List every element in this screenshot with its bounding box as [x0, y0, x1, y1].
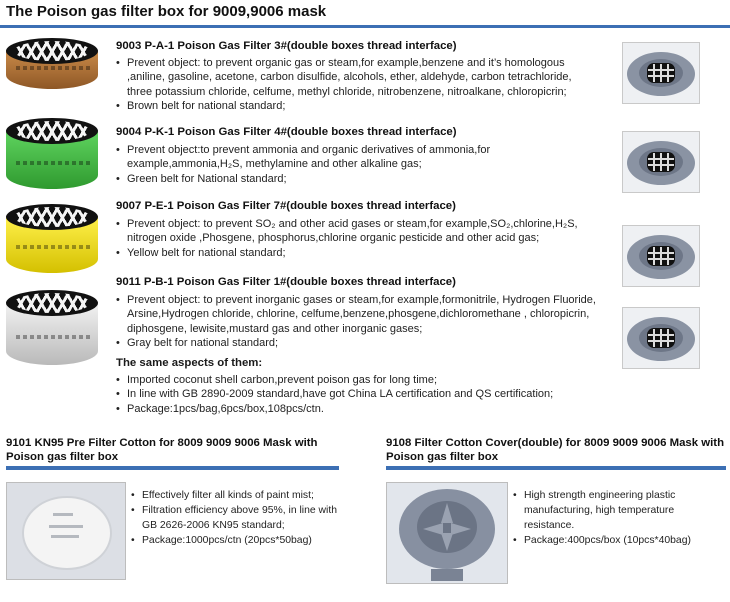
title-rule — [0, 25, 730, 28]
pre-filter-title: 9101 KN95 Pre Filter Cotton for 8009 9009 9006 Mask with Poison gas filter box — [6, 437, 318, 463]
bullet: • Brown belt for national standard; — [116, 99, 596, 113]
filter-title: 9007 P-E-1 Poison Gas Filter 7#(double boxes thread interface) — [116, 200, 456, 212]
bullet: • Green belt for National standard; — [116, 172, 596, 186]
bullet: • In line with GB 2890-2009 standard,have got China LA certification and QS certification; — [116, 387, 616, 401]
cover-rule — [386, 466, 726, 470]
bullet: • Package:1pcs/bag,6pcs/box,108pcs/ctn. — [116, 402, 616, 416]
filter-bullets — [116, 56, 596, 114]
filter-bullets — [116, 217, 596, 260]
filter-cover-thumbnail — [622, 131, 700, 193]
cover-title: 9108 Filter Cotton Cover(double) for 8009 9009 9006 Mask with Poison gas filter box — [386, 437, 725, 463]
yellow-filter-canister-image — [6, 204, 98, 274]
bullet: • Prevent object:to prevent ammonia and organic derivatives of ammonia,for example,ammonia,H₂S, methylamine and other alkaline gas; — [116, 143, 596, 172]
brown-filter-canister-image — [6, 38, 98, 88]
page-title: The Poison gas filter box for 9009,9006 mask — [6, 3, 327, 20]
bullet: • Prevent object: to prevent inorganic gases or steam,for example,formonitrile, Hydrogen Fluoride, Arsine,Hydrogen chloride, chlorine, celfume,benzene,phosgene,dichloromethane , chloropicrin, diphosgene, lewisite,mustard gas and other inorganic gases; — [116, 293, 601, 336]
pre-filter-bullets — [131, 488, 341, 548]
filter-title: 9004 P-K-1 Poison Gas Filter 4#(double boxes thread interface) — [116, 126, 457, 138]
bullet: • Package:400pcs/box (10pcs*40bag) — [513, 533, 725, 548]
filter-bullets — [116, 143, 596, 186]
same-aspects-bullets — [116, 373, 616, 416]
filter-title: 9003 P-A-1 Poison Gas Filter 3#(double boxes thread interface) — [116, 40, 457, 52]
bullet: • Effectively filter all kinds of paint mist; — [131, 488, 341, 503]
cover-bullets — [513, 488, 725, 548]
bullet: • Yellow belt for national standard; — [116, 246, 596, 260]
same-aspects-title: The same aspects of them: — [116, 357, 263, 369]
filter-cover-image — [386, 482, 508, 584]
filter-cover-thumbnail — [622, 307, 700, 369]
bullet: • High strength engineering plastic manufacturing, high temperature resistance. — [513, 488, 725, 533]
bullet: • Prevent object: to prevent SO₂ and other acid gases or steam,for example,SO₂,chlorine,H₂S, nitrogen oxide ,Phosgene, phosphorus,chlorine organic pesticide and other acid gas; — [116, 217, 596, 246]
bullet: • Filtration efficiency above 95%, in line with GB 2626-2006 KN95 standard; — [131, 503, 341, 533]
bullet: • Package:1000pcs/ctn (20pcs*50bag) — [131, 533, 341, 548]
bullet: • Prevent object: to prevent organic gas or steam,for example,benzene and it’s homologous ,aniline, gasoline, acetone, carbon disulfide, alcohols, ether, aldehyde, carbon tetrachloride, three potassium chloride, celfume, methyl chloride, nitrobenzene, nitroalkane, chloropicrin; — [116, 56, 596, 99]
green-filter-canister-image — [6, 118, 98, 190]
filter-title: 9011 P-B-1 Poison Gas Filter 1#(double boxes thread interface) — [116, 276, 456, 288]
bullet: • Gray belt for national standard; — [116, 336, 601, 350]
pre-filter-cotton-image — [6, 482, 126, 580]
bullet: • Imported coconut shell carbon,prevent poison gas for long time; — [116, 373, 616, 387]
pre-filter-rule — [6, 466, 339, 470]
filter-cover-thumbnail — [622, 225, 700, 287]
gray-filter-canister-image — [6, 290, 98, 366]
filter-cover-thumbnail — [622, 42, 700, 104]
filter-bullets — [116, 293, 601, 351]
